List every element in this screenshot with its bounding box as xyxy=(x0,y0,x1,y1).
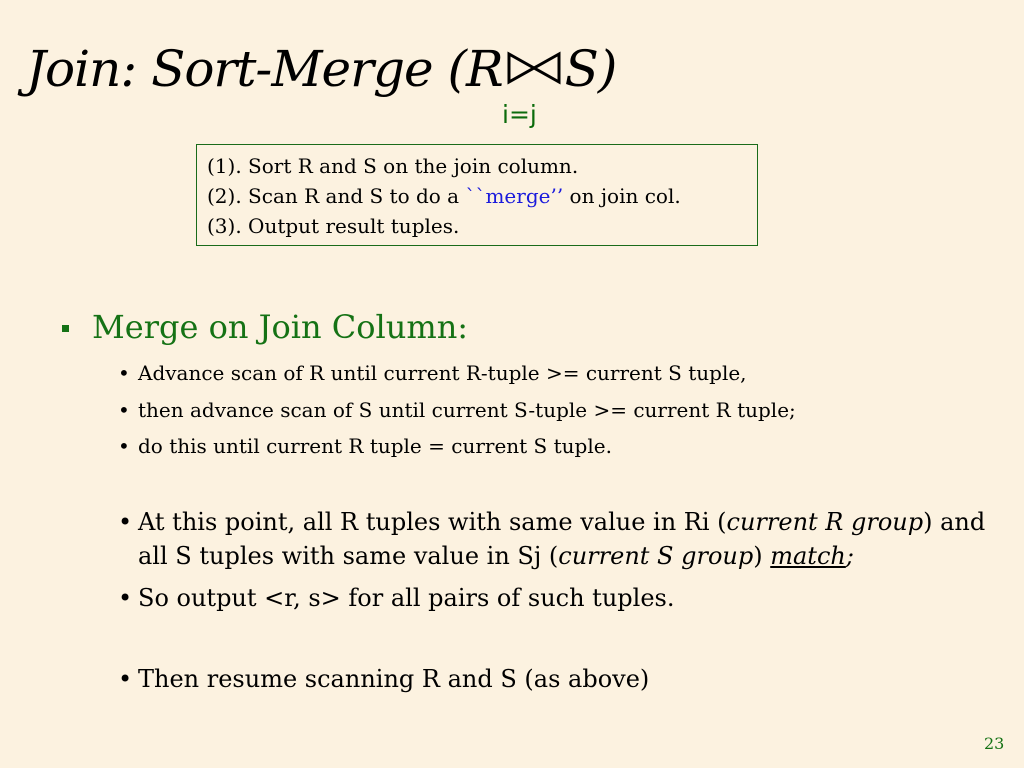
bullet-icon: • xyxy=(118,584,133,612)
current-r-group: current R group xyxy=(726,508,924,536)
match-point-line-1: At this point, all R tuples with same value in Ri (current R group) and xyxy=(138,508,986,536)
match-point-line-2: all S tuples with same value in Sj (current S group) match; xyxy=(138,542,854,570)
step-2-after: on join col. xyxy=(563,184,681,208)
bowtie-join-icon xyxy=(503,48,565,88)
step-2-before: (2). Scan R and S to do a xyxy=(207,184,466,208)
step-1: (1). Sort R and S on the join column. xyxy=(207,154,579,178)
bullet-icon: • xyxy=(118,508,133,536)
steps-box xyxy=(196,144,758,246)
slide-title xyxy=(26,40,617,98)
title-suffix: S) xyxy=(564,40,617,98)
current-s-group: current S group xyxy=(558,542,754,570)
match-word: match xyxy=(770,542,846,570)
merge-highlight: ``merge’’ xyxy=(465,184,564,208)
square-bullet-icon xyxy=(62,325,69,332)
join-condition-subscript: i=j xyxy=(502,100,537,129)
output-point-text: So output <r, s> for all pairs of such tuples. xyxy=(138,584,675,612)
list-item-text: then advance scan of S until current S-tuple >= current R tuple; xyxy=(138,398,796,422)
resume-point-text: Then resume scanning R and S (as above) xyxy=(138,665,650,693)
main-bullet-text: Merge on Join Column: xyxy=(92,308,469,346)
page-number: 23 xyxy=(984,734,1005,753)
step-3: (3). Output result tuples. xyxy=(207,214,460,238)
list-item-text: do this until current R tuple = current S tuple. xyxy=(138,434,612,458)
bullet-icon: • xyxy=(118,361,130,385)
bullet-icon: • xyxy=(118,398,130,422)
list-item-text: Advance scan of R until current R-tuple >= current S tuple, xyxy=(138,361,747,385)
bullet-icon: • xyxy=(118,665,133,693)
title-prefix: Join: Sort-Merge (R xyxy=(26,40,503,98)
bullet-icon: • xyxy=(118,434,130,458)
step-2 xyxy=(207,181,757,211)
